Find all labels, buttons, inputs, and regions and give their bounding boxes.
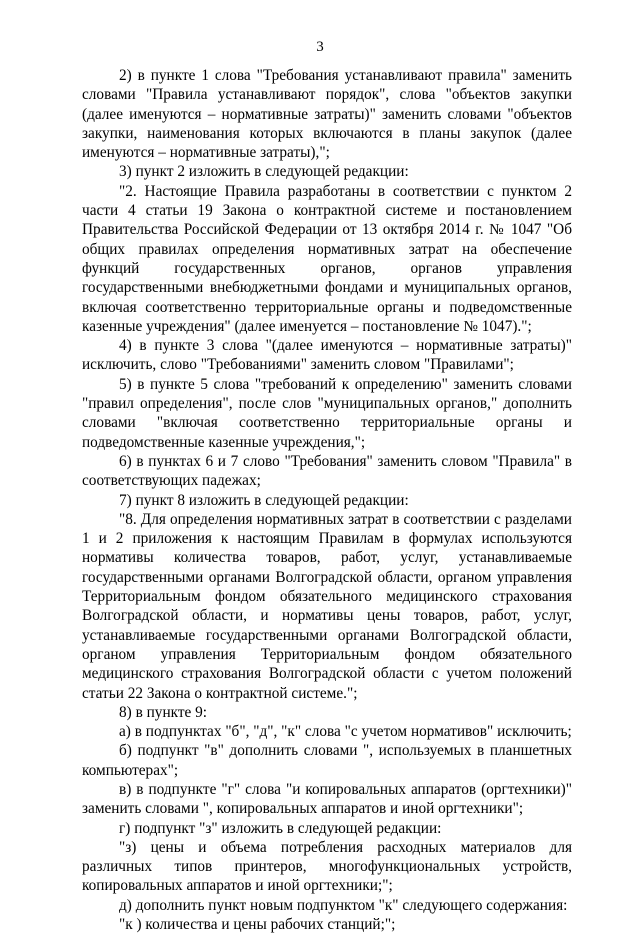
paragraph: "к ) количества и цены рабочих станций;"; xyxy=(119,916,396,934)
paragraph: 7) пункт 8 изложить в следующей редакции: xyxy=(119,491,409,509)
paragraph: "2. Настоящие Правила разработаны в соответствии с пунктом 2 части 4 статьи 19 Закона о контрактной системе и постановлением Правительства Российской Федерации от 13 октября 2014 г. № 1047 "Об общих правилах определения нормативных затрат на обеспечение функций государственных органов, органов управления государственными внебюджетными фондами и муниципальных органов, включая соответственно территориальные органы и подведомственные казенные учреждения" (далее именуется – постановление № 1047)."; xyxy=(82,182,572,335)
paragraph: 5) в пункте 5 слова "требований к определению" заменить словами "правил определения", после слов "муниципальных органов," дополнить словами "включая соответственно территориальные органы и подведомственные казенные учреждения,"; xyxy=(82,375,572,451)
paragraph: б) подпункт "в" дополнить словами ", используемых в планшетных компьютерах"; xyxy=(82,742,572,779)
document-body xyxy=(82,66,572,934)
paragraph: "з) цены и объема потребления расходных материалов для различных типов принтеров, многофункциональных устройств, копировальных аппаратов и иной оргтехники;"; xyxy=(82,838,572,895)
paragraph: "8. Для определения нормативных затрат в соответствии с разделами 1 и 2 приложения к настоящим Правилам в формулах используются нормативы количества товаров, работ, услуг, устанавливаемые государственными органами Волгоградской области, органом управления Территориальным фондом обязательного медицинского страхования Волгоградской области, и нормативы цены товаров, работ, услуг, устанавливаемые государственными органами Волгоградской области, органом управления Территориальным фондом обязательного медицинского страхования Волгоградской области с учетом положений статьи 22 Закона о контрактной системе."; xyxy=(82,510,572,702)
paragraph: 6) в пунктах 6 и 7 слово "Требования" заменить словом "Правила" в соответствующих падежах; xyxy=(82,452,572,490)
paragraph: а) в подпунктах "б", "д", "к" слова "с учетом нормативов" исключить; xyxy=(119,723,572,741)
paragraph: 2) в пункте 1 слова "Требования устанавливают правила" заменить словами "Правила устанавливают порядок", слова "объектов закупки (далее именуются – нормативные затраты)" заменить словами "объектов закупки, наименования которых включаются в планы закупок (далее именуются – нормативные затраты),"; xyxy=(82,67,572,162)
paragraph: 8) в пункте 9: xyxy=(119,703,208,721)
paragraph: д) дополнить пункт новым подпунктом "к" следующего содержания: xyxy=(119,896,568,914)
page-number: 3 xyxy=(316,39,324,55)
paragraph: 3) пункт 2 изложить в следующей редакции: xyxy=(119,163,409,181)
paragraph: 4) в пункте 3 слова "(далее именуются – нормативные затраты)" исключить, слово "Требованиями" заменить словом "Правилами"; xyxy=(82,337,572,374)
paragraph: в) в подпункте "г" слова "и копировальных аппаратов (оргтехники)" заменить словами ", копировальных аппаратов и иной оргтехники"; xyxy=(82,780,572,818)
paragraph: г) подпункт "з" изложить в следующей редакции: xyxy=(119,819,442,837)
